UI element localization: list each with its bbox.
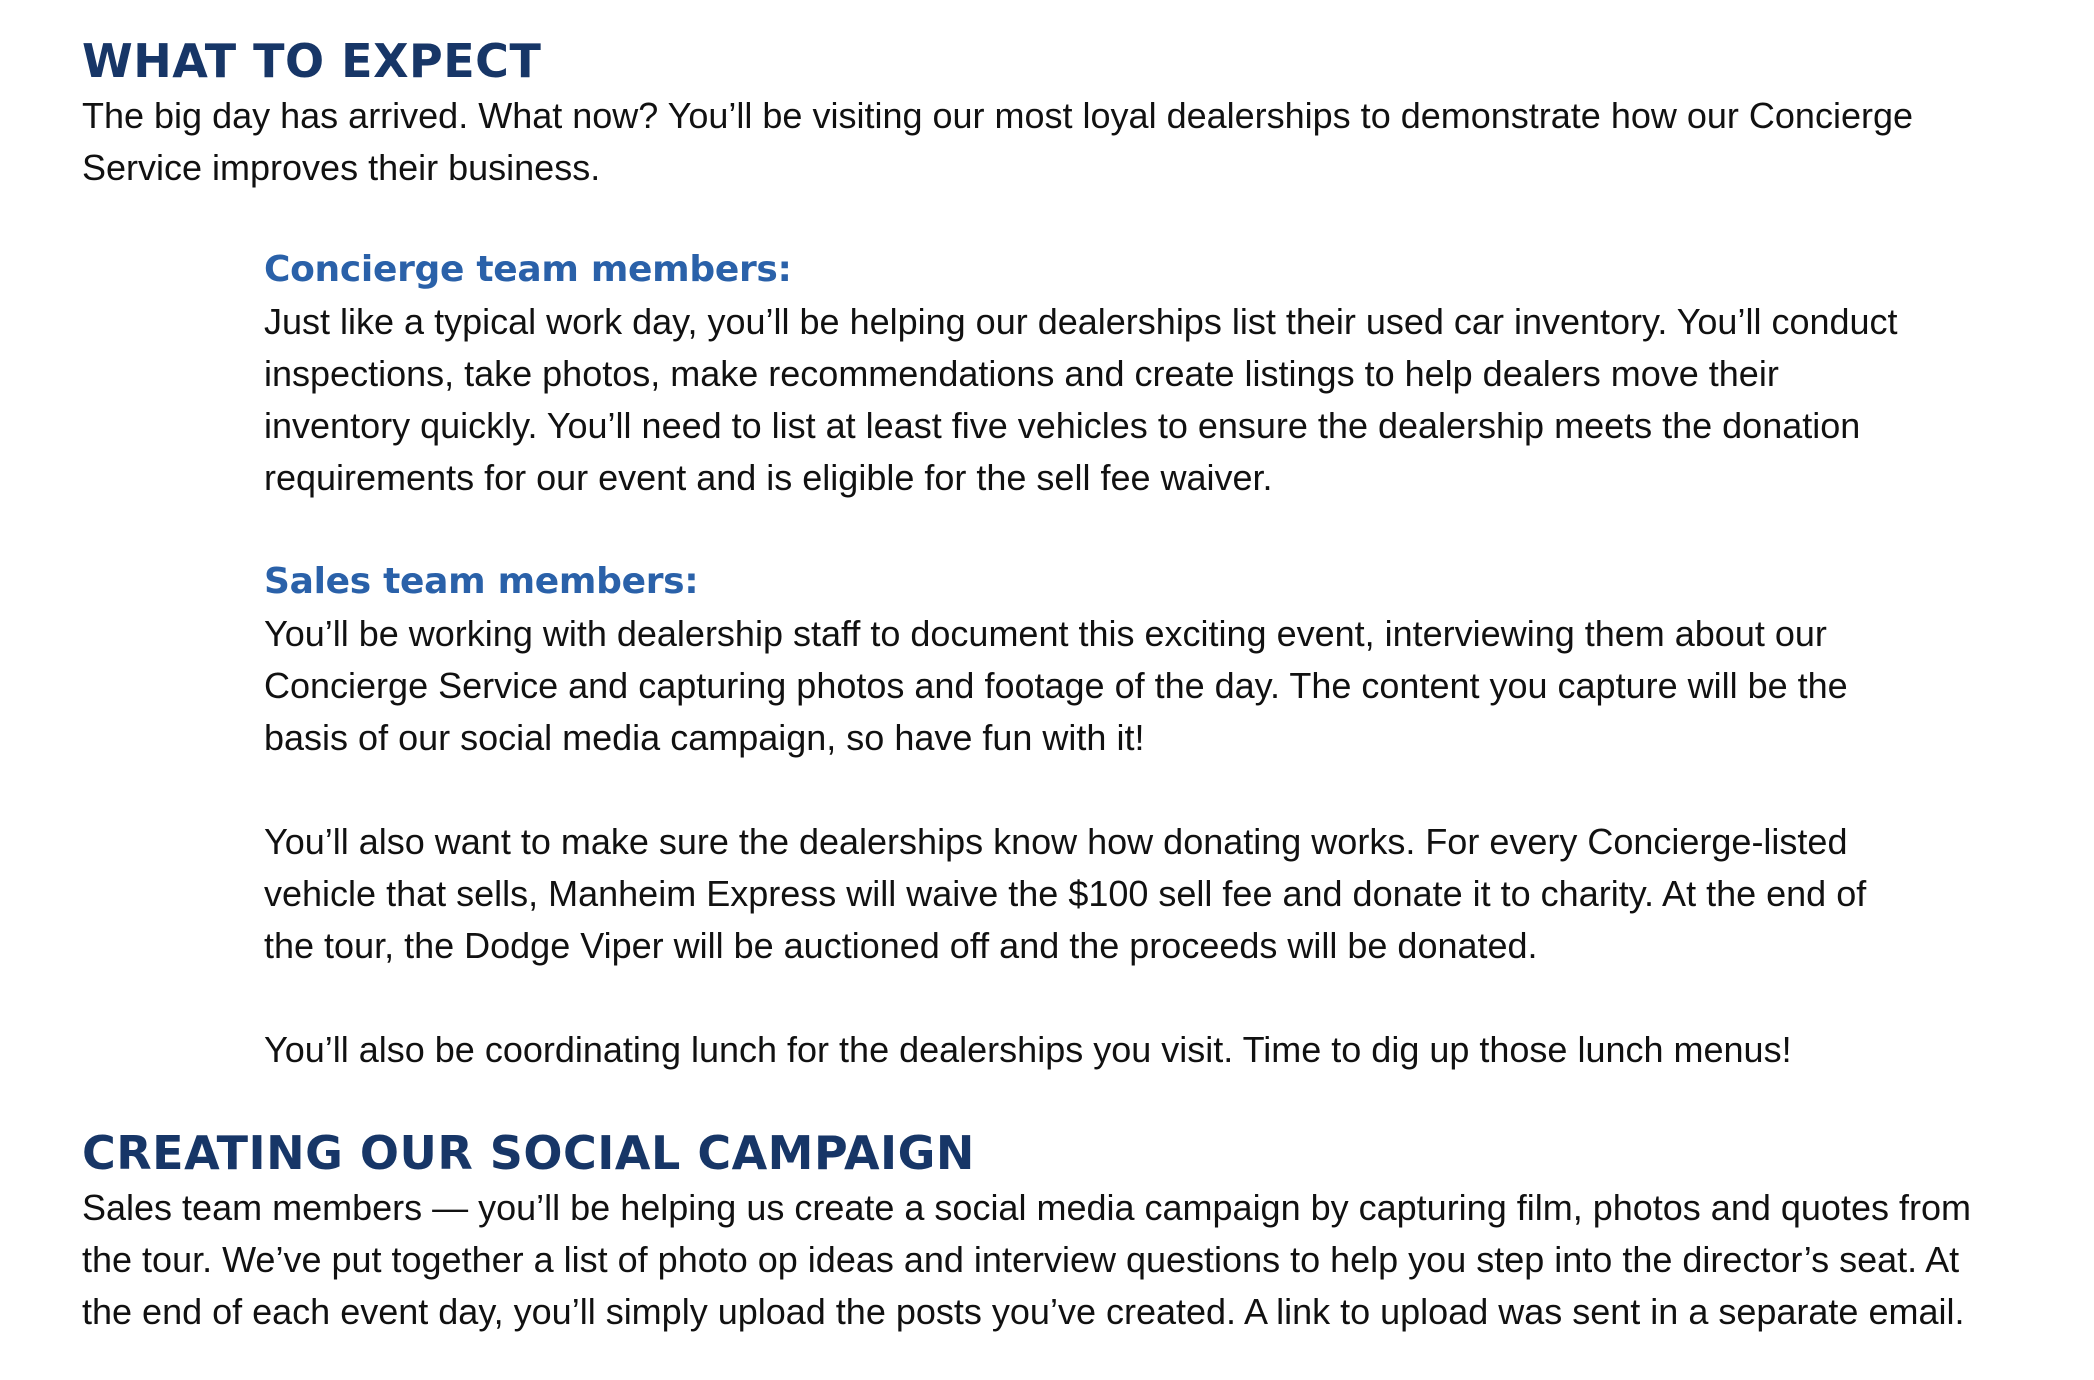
sales-heading: Sales team members: <box>264 561 699 602</box>
what-to-expect-heading: WHAT TO EXPECT <box>82 34 542 88</box>
social-campaign-body: Sales team members — you’ll be helping us create a social media campaign by capturing film, photos and quotes from the tour. We’ve put together a list of photo op ideas and interview questions to help you step into the director’s seat. At the end of each event day, you’ll simply upload the posts you’ve created. A link to upload was sent in a separate email. <box>82 1187 1971 1332</box>
sales-body-2: You’ll also want to make sure the dealerships know how donating works. For every Concierge-listed vehicle that sells, Manheim Express will waive the $100 sell fee and donate it to charity. At the end of the tour, the Dodge Viper will be auctioned off and the proceeds will be donated. <box>264 821 1867 966</box>
concierge-body: Just like a typical work day, you’ll be helping our dealerships list their used car inventory. You’ll conduct inspections, take photos, make recommendations and create listings to help dealers move their inventory quickly. You’ll need to list at least five vehicles to ensure the dealership meets the donation requirements for our event and is eligible for the sell fee waiver. <box>264 301 1898 498</box>
sales-body-1: You’ll be working with dealership staff to document this exciting event, interviewing them about our Concierge Service and capturing photos and footage of the day. The content you capture will be the basis of our social media campaign, so have fun with it! <box>264 613 1848 758</box>
social-campaign-section <box>82 1124 1982 1338</box>
social-campaign-heading: CREATING OUR SOCIAL CAMPAIGN <box>82 1126 975 1180</box>
concierge-subsection <box>264 244 1924 1076</box>
what-to-expect-section <box>82 0 1982 1076</box>
sales-body-3: You’ll also be coordinating lunch for the dealerships you visit. Time to dig up those lunch menus! <box>264 1029 1792 1070</box>
what-to-expect-intro: The big day has arrived. What now? You’ll be visiting our most loyal dealerships to demonstrate how our Concierge Service improves their business. <box>82 95 1913 188</box>
concierge-heading: Concierge team members: <box>264 249 792 290</box>
